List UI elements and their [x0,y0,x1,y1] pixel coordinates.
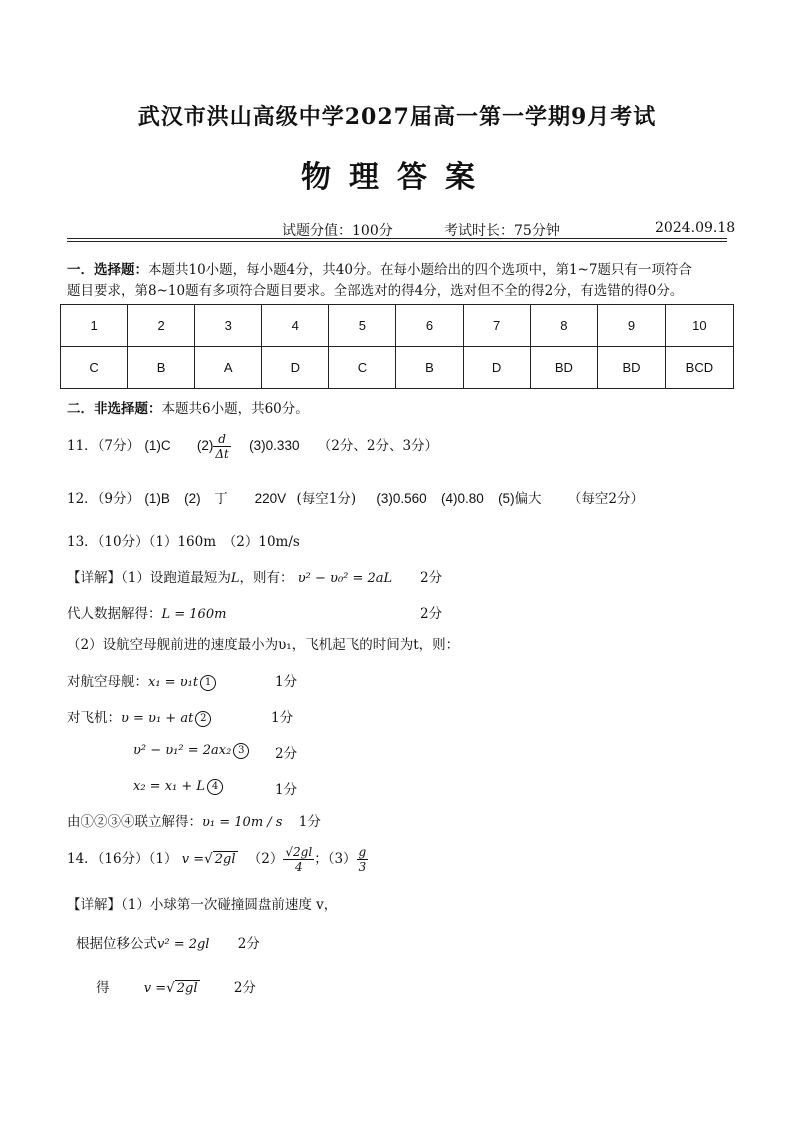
table-cell-number: 7 [463,305,530,347]
q14-fraction-2: $\frac{√2gl}{4}$ [285,845,313,874]
circled-number: 1 [200,675,216,691]
score-info: 试题分值：100分 [282,223,393,239]
q13-detail-4: 对航空母舰：x₁ = υ₁t 1 [67,670,216,691]
table-cell-answer: C [61,347,128,389]
answer-table [60,304,734,389]
q14-answer: 14．（16分）（1） v =√ 2gl （2） $\frac{√2gl}{4}$ ；（3） $\frac{g}{3}$ [67,845,367,874]
q13-detail-1-score: 2分 [420,570,443,586]
table-cell-number: 1 [61,305,128,347]
table-cell-number: 4 [262,305,329,347]
q11-answer: 11．（7分） (1)C (2) $\frac{d}{\Delta t}$ (3)0.330 （2分、2分、3分） [67,432,439,461]
section2-line: 二．非选择题：本题共6小题，共60分。 [67,401,309,417]
q14-fraction-3: $\frac{g}{3}$ [358,845,367,874]
table-cell-number: 9 [598,305,666,347]
table-cell-answer: BCD [665,347,733,389]
q14-detail-1: 【详解】（1）小球第一次碰撞圆盘前速度 v， [67,897,338,913]
section1-heading: 一．选择题： [67,262,148,278]
table-cell-number: 3 [195,305,262,347]
q13-detail-7-score: 1分 [275,782,298,798]
table-cell-number: 5 [329,305,396,347]
duration-info: 考试时长：75分钟 [444,223,560,239]
circled-number: 4 [207,779,223,795]
table-cell-number: 8 [530,305,598,347]
q13-answer: 13．（10分）（1）160m （2）10m/s [67,534,300,550]
table-cell-answer: BD [598,347,666,389]
q13-detail-8: 由①②③④联立解得：υ₁ = 10m / s 1分 [67,814,321,830]
circled-number: 2 [195,711,211,727]
section2-heading: 二．非选择题： [67,401,162,417]
table-cell-answer: A [195,347,262,389]
q13-detail-1: 【详解】（1）设跑道最短为L，则有： υ² − υ₀² = 2aL [67,570,393,586]
table-cell-number: 10 [665,305,733,347]
q13-detail-4-score: 1分 [275,674,298,690]
header-rule-bottom [67,241,727,242]
q13-detail-5-score: 1分 [271,710,294,726]
q14-detail-3: 得 v =√ 2gl 2分 [96,980,256,996]
q13-detail-2: 代人数据解得：L = 160m [67,606,227,622]
q13-detail-2-score: 2分 [420,606,443,622]
table-row-answers [61,347,734,389]
header-rule-top [67,238,727,239]
table-cell-answer: D [262,347,329,389]
q12-answer: 12．（9分） (1)B (2) 丁 220V (每空1分) (3)0.560 (4)0.80 (5)偏大 （每空2分） [67,491,644,507]
q13-detail-6-score: 2分 [275,746,298,762]
q11-fraction: $\frac{d}{\Delta t}$ [215,432,229,461]
table-cell-answer: B [128,347,195,389]
table-cell-number: 6 [396,305,463,347]
table-cell-answer: B [396,347,463,389]
q13-detail-5: 对飞机：υ = υ₁ + at 2 [67,706,211,727]
table-cell-number: 2 [128,305,195,347]
circled-number: 3 [233,743,249,759]
date-info: 2024.09.18 [655,220,736,236]
exam-title: 武汉市洪山高级中学2027届高一第一学期9月考试 [137,104,657,130]
q14-detail-2: 根据位移公式v² = 2gl 2分 [76,936,260,952]
table-cell-answer: BD [530,347,598,389]
answer-subtitle: 物理答案 [301,160,493,195]
q13-detail-3: （2）设航空母舰前进的速度最小为υ₁，飞机起飞的时间为t，则： [67,637,460,653]
section1-line1: 一．选择题：本题共10小题，每小题4分，共40分。在每小题给出的四个选项中，第1~7题只有一项符合 [67,262,692,278]
q13-detail-7: x₂ = x₁ + L 4 [133,778,223,795]
table-row-numbers [61,305,734,347]
section1-line2: 题目要求，第8~10题有多项符合题目要求。全部选对的得4分，选对但不全的得2分，有选错的得0分。 [67,283,684,299]
table-cell-answer: D [463,347,530,389]
q13-detail-6: υ² − υ₁² = 2ax₂ 3 [133,742,249,759]
table-cell-answer: C [329,347,396,389]
